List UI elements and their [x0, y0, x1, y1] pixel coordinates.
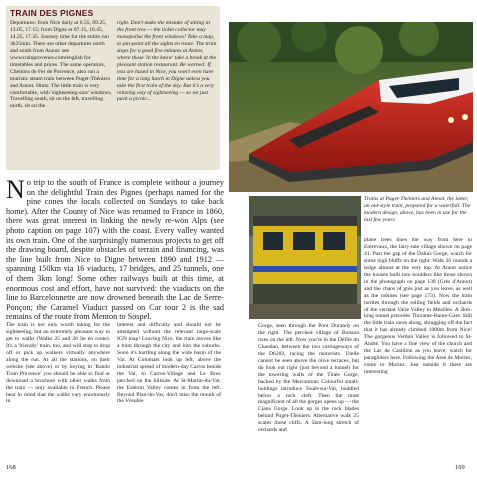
page-number-right: 169: [455, 464, 465, 471]
train-info-box: [6, 6, 220, 170]
left-body-col-2: interest and difficulty and should not be attempted without the relevant large-scale IGN map! Leaving Nice, the train moves like a tram through the city and into the suburbs. Soon it's hurtling along the wide basin of the Var. At Colomars look up left, above the industrial spread of modern-day Carros beside the Var, to Carros-Village and Le Broc perched on the hillside. At St-Martin-du-Var, the Estéron Valley comes in from the left. Beyond Plan-du-Var, don't miss the mouth of the Vésubie: [117, 322, 221, 405]
old-train-illustration: [249, 196, 361, 319]
intro-paragraph: [6, 175, 224, 322]
left-body-col-1: The train is not only worth taking for the sightseeing, but an extremely pleasant way to get to walks (Walks 25 and 26 lie en route). It's a 'friendly' train, too, and will stop to drop off or pick up walkers virtually anywhere along the run. At all the stations, on their website (see above) or by keying in 'Rando Train Provence' you should be able to find or download a brochure with other walks from the train — only available in French. Please bear in mind that the walks vary enormously in: [6, 322, 110, 405]
old-train-photo: [249, 196, 361, 319]
right-body-col-1: Gorge, seen through the Pont Durandy on the right. The perched village of Bonson rises on the left. Now you're in the Défilé du Chaudan, between the two carriageways of the D6202, racing the motorists. Utelle cannot be seen above the olive terraces, but do look out right (just beyond a tunnel) for the towering walls of the Tinée Gorge, backed by the Mercantour. Colourful small-holdings introduce Touët-sur-Var, huddled below a rock cleft. Then the most magnificent of all the gorges opens up — the Cians Gorge. Look up to the rock blades behind Puget-Théniers. Alternative walk 25 scales those cliffs. A 5km-long stretch of orchards and: [258, 323, 359, 434]
drop-cap: N: [6, 175, 25, 204]
info-box-heading: TRAIN DES PIGNES: [10, 8, 94, 18]
right-body-col-2: plane trees lines the way from here to Entrevaux, the fairy-tale village shown on page 41. Past the gap of the Daluis Gorge, watch for some high bluffs on the right: Walk 26 rounds a ledge almost at the very top. At Annot notice the houses built into boulders like those shown in the photograph on page 138 (Grès d'Annot) and the chaos of grès just as you leave, as well as the robines (see page 173). Now the train hurtles through the rolling fields and orchards of the verdant Vaïre Valley to Méailles. A 3km-long tunnel precedes Thorame-Haute-Gare. Still the little train races along, shrugging off the fact that it has already climbed 1000m from Nice! The gorgeous Verdon Valley is followed to St-André. You have a fine view of the church and the Lac de Castillon as you leave; watch for paragliders here. Following the Asse de Moriez, come to Moriez. Just outside it there are interesting: [364, 237, 472, 376]
intro-text: o trip to the south of France is complete without a journey on the delightful Train des Pignes (perhaps named for the pine cones the locals collected on Sundays to take back home). After the County of Nice was renamed to France in 1860, there was great interest in linking the newly re-won Alps (see photo caption on page 107) with the coast. Every valley wanted its own train. One of the surprisingly numerous projects to get off the drawing board, despite obstacles of terrain and financing, was the line built from Nice to Digne between 1890 and 1912 — spanning 150km via 16 viaducts, 17 bridges, and 25 tunnels, one of them 3km long! Some other railways built at this time, at enormous cost and effort, have not survived: the viaducts on the line to Barcelonnette are now drowned beneath the Lac de Serre-Ponçon; the Caramel Viaduct passed on Car tour 2 is the sad remains of the route from Menton to Sospel.: [6, 178, 224, 322]
info-box-col-1: Departures: from Nice daily at 6.55, 09.25, 13.05, 17.15; from Digne at 07.15, 10.45, 14.25, 17.35. Journey time for the entire run 3h25min. There are other departures north and south from Annot: see www.trainprovence.com/english for timetables and prices. The same operators, Chemins de Fer de Provence, also run a touristic steam train between Puget-Théniers and Annot. Hints: The little train is very comfortable, with 'sightseeing-size' windows. Travelling south, sit on the left, travelling north, sit on the: [10, 20, 112, 110]
photo-caption: Trains at Puget-Théniers and Annot, the latter, an old-style train, prepared for a waterfall. The modern design, above, has been in use for the last few years: [364, 196, 471, 223]
modern-train-photo: [229, 22, 473, 192]
page-number-left: 168: [6, 464, 16, 471]
modern-train-illustration: [229, 22, 473, 192]
info-box-col-2: right. Don't make the mistake of sitting in the front row — the ticket collector may monopolise the front windows! Take a map, to pin-point all the sights en route. The train stops for a good five minutes at Annot, where those 'in the know' take a break at the pleasant station restaurant. Be warned: If you are based in Nice, you won't even have time for a long lunch in Digne unless you take the first train of the day. But it's a very relaxing way of sightseeing — so we just pack a picnic...: [117, 20, 217, 103]
